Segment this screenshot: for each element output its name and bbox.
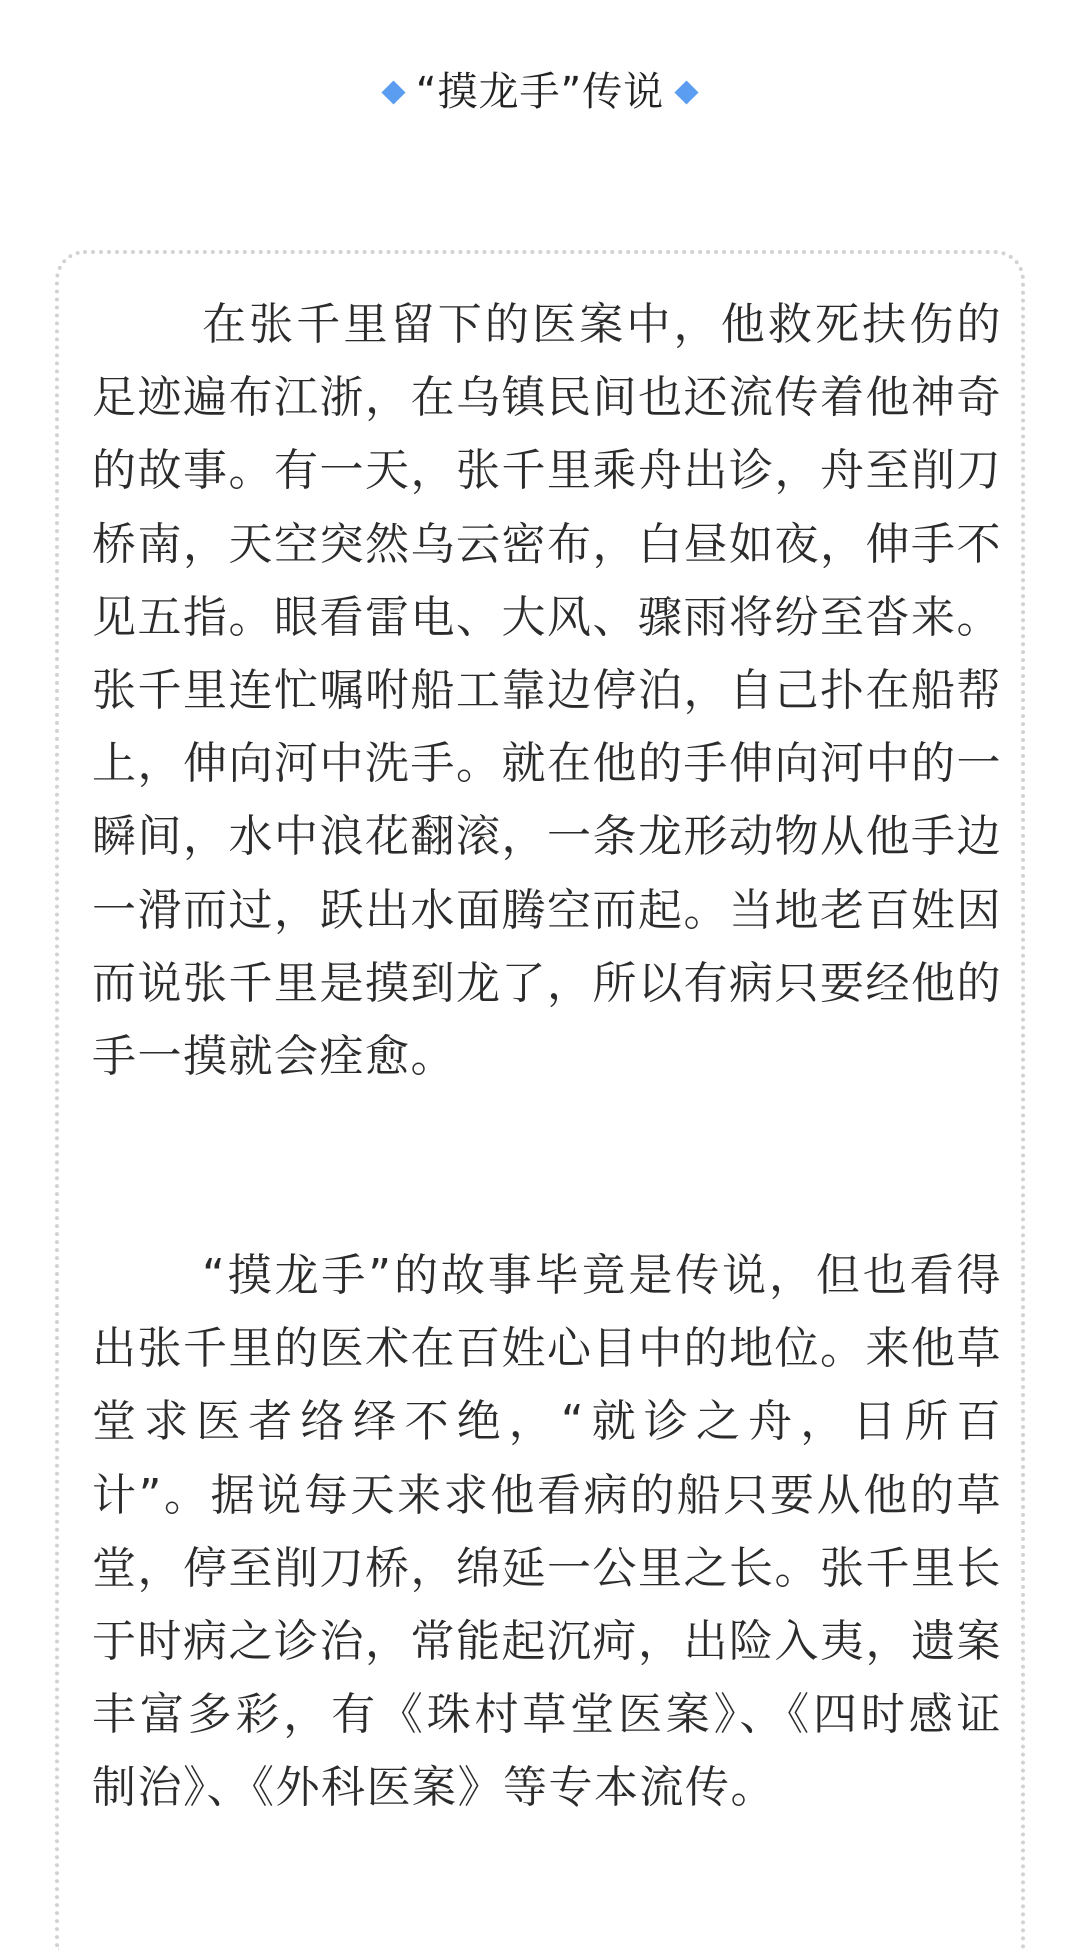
section-title bbox=[0, 62, 1080, 122]
paragraph-1: 在张千里留下的医案中，他救死扶伤的足迹遍布江浙，在乌镇民间也还流传着他神奇的故事。有一天，张千里乘舟出诊，舟至削刀桥南，天空突然乌云密布，白昼如夜，伸手不见五指。眼看雷电、大风、骤雨将纷至沓来。张千里连忙嘱咐船工靠边停泊，自己扑在船帮上，伸向河中洗手。就在他的手伸向河中的一瞬间，水中浪花翻滚，一条龙形动物从他手边一滑而过，跃出水面腾空而起。当地老百姓因而说张千里是摸到龙了，所以有病只要经他的手一摸就会痊愈。 bbox=[92, 299, 1002, 1083]
title-text: “摸龙手”传说 bbox=[415, 69, 665, 115]
paragraph-2: “摸龙手”的故事毕竟是传说，但也看得出张千里的医术在百姓心目中的地位。来他草堂求医者络绎不绝，“就诊之舟，日所百计”。据说每天来求他看病的船只要从他的草堂，停至削刀桥，绵延一公里之长。张千里长于时病之诊治，常能起沉疴，出险入夷，遗案丰富多彩，有《珠村草堂医案》、《四时感证制治》、《外科医案》等专本流传。 bbox=[92, 1250, 1002, 1814]
story-box bbox=[55, 250, 1025, 1950]
diamond-left-icon bbox=[381, 80, 405, 104]
diamond-right-icon bbox=[675, 80, 699, 104]
